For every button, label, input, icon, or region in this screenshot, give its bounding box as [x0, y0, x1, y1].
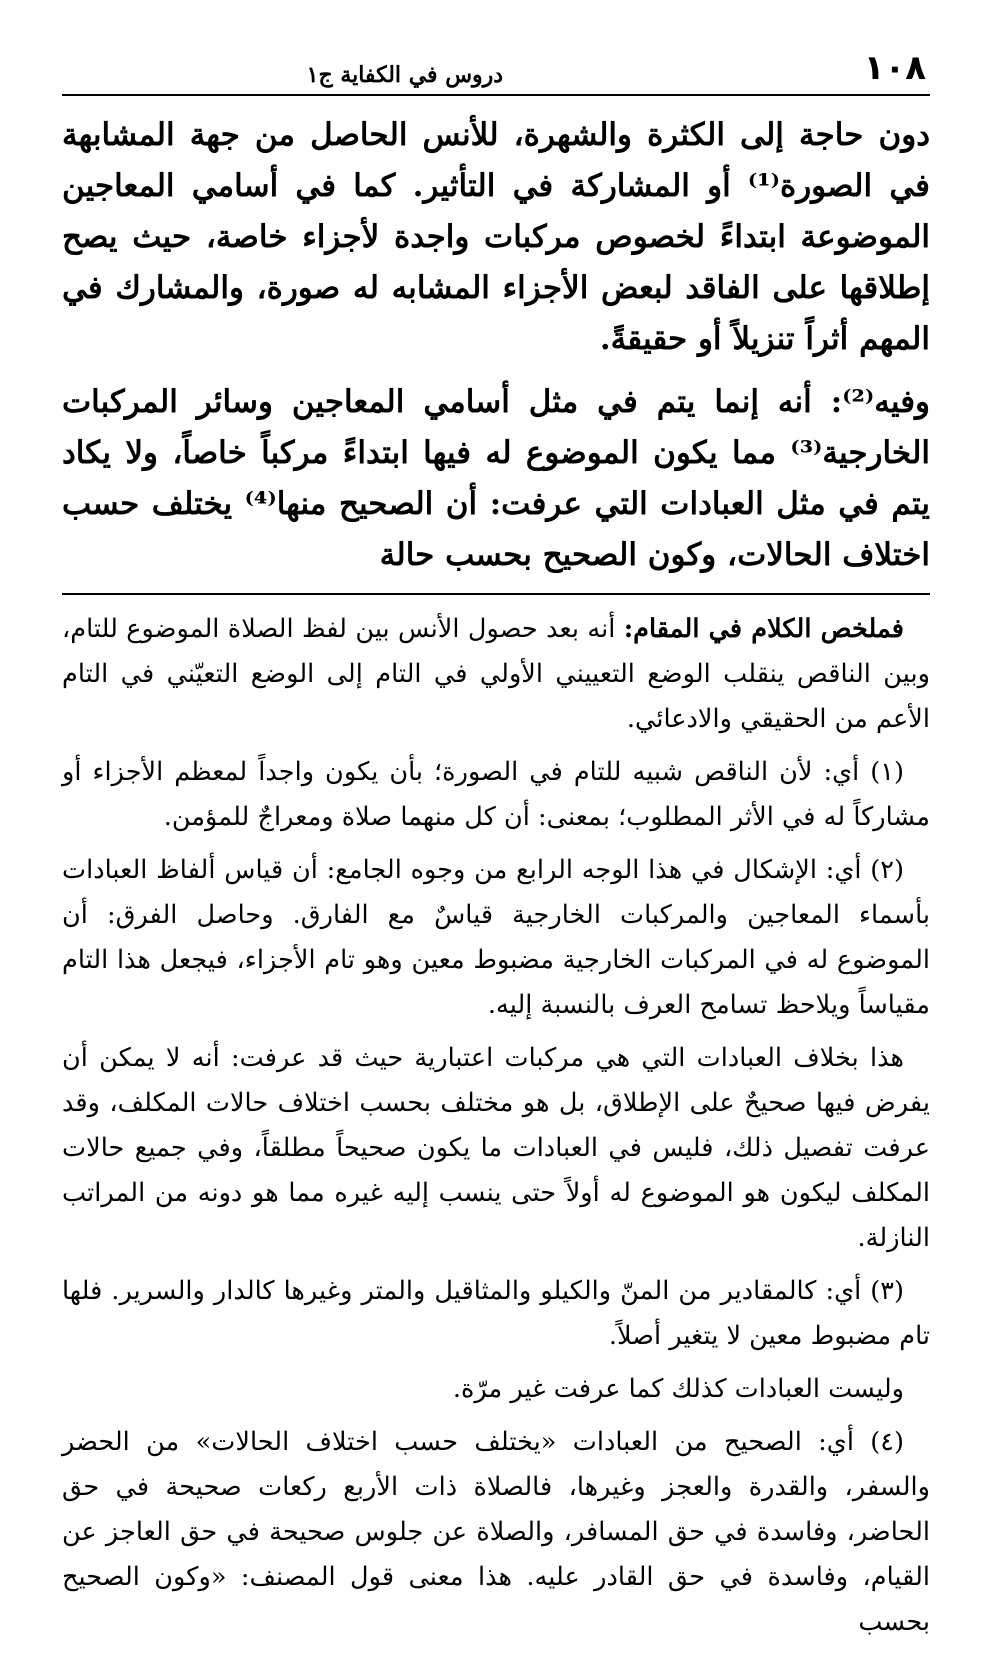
footnote-1: (١) أي: لأن الناقص شبيه للتام في الصورة؛ بأن يكون واجداً لمعظم الأجزاء أو مشاركاً له في الأثر المطلوب؛ بمعنى: أن كل منهما صلاة ومعراجٌ للمؤمن. [62, 757, 930, 832]
footnote-divider [62, 593, 930, 595]
summary-label: فملخص الكلام في المقام: [623, 614, 904, 644]
footnote-3: (٣) أي: كالمقادير من المنّ والكيلو والمثاقيل والمتر وغيرها كالدار والسرير. فلها تام مضبوط معين لا يتغير أصلاً. [62, 1276, 930, 1351]
footnote-summary [62, 607, 930, 742]
book-page [62, 40, 930, 1653]
footnote-3-continued: وليست العبادات كذلك كما عرفت غير مرّة. [452, 1374, 904, 1404]
page-number: ١٠٨ [863, 48, 926, 88]
page-header [62, 40, 930, 96]
running-title: دروس في الكفاية ج١ [306, 62, 504, 88]
main-paragraph-2: وفيه⁽²⁾: أنه إنما يتم في مثل أسامي المعاجين وسائر المركبات الخارجية⁽³⁾ مما يكون الموضوع له فيها ابتداءً مركباً خاصاً، ولا يكاد يتم في مثل العبادات التي عرفت: أن الصحيح منها⁽⁴⁾ يختلف حسب اختلاف الحالات، وكون الصحيح بحسب حالة [62, 384, 931, 573]
footnote-4: (٤) أي: الصحيح من العبادات «يختلف حسب اختلاف الحالات» من الحضر والسفر، والقدرة والعجز وغيرها، فالصلاة ذات الأربع ركعات صحيحة في حق الحاضر، وفاسدة في حق المسافر، والصلاة عن جلوس صحيحة في حق العاجز عن القيام، وفاسدة في حق القادر عليه. هذا معنى قول المصنف: «وكون الصحيح بحسب [62, 1427, 930, 1637]
footnotes [62, 607, 930, 1645]
main-paragraph-1: دون حاجة إلى الكثرة والشهرة، للأنس الحاصل من جهة المشابهة في الصورة⁽¹⁾ أو المشاركة في التأثير. كما في أسامي المعاجين الموضوعة ابتداءً لخصوص مركبات واجدة لأجزاء خاصة، حيث يصح إطلاقها على الفاقد لبعض الأجزاء المشابه له صورة، والمشارك في المهم أثراً تنزيلاً أو حقيقةً. [62, 117, 930, 357]
summary-text: أنه بعد حصول الأنس بين لفظ الصلاة الموضوع للتام، وبين الناقص ينقلب الوضع التعييني الأولي في التام إلى الوضع التعيّني في التام الأعم من الحقيقي والادعائي. [62, 614, 930, 734]
main-text [62, 110, 930, 581]
footnote-2-continued: هذا بخلاف العبادات التي هي مركبات اعتبارية حيث قد عرفت: أنه لا يمكن أن يفرض فيها صحيحٌ على الإطلاق، بل هو مختلف بحسب اختلاف حالات المكلف، وقد عرفت تفصيل ذلك، فليس في العبادات ما يكون صحيحاً مطلقاً، وفي جميع حالات المكلف ليكون هو الموضوع له أولاً حتى ينسب إليه غيره مما هو دونه من المراتب النازلة. [62, 1043, 930, 1253]
footnote-2: (٢) أي: الإشكال في هذا الوجه الرابع من وجوه الجامع: أن قياس ألفاظ العبادات بأسماء المعاجين والمركبات الخارجية قياسٌ مع الفارق. وحاصل الفرق: أن الموضوع له في المركبات الخارجية مضبوط معين وهو تام الأجزاء، فيجعل هذا التام مقياساً ويلاحظ تسامح العرف بالنسبة إليه. [62, 855, 930, 1020]
